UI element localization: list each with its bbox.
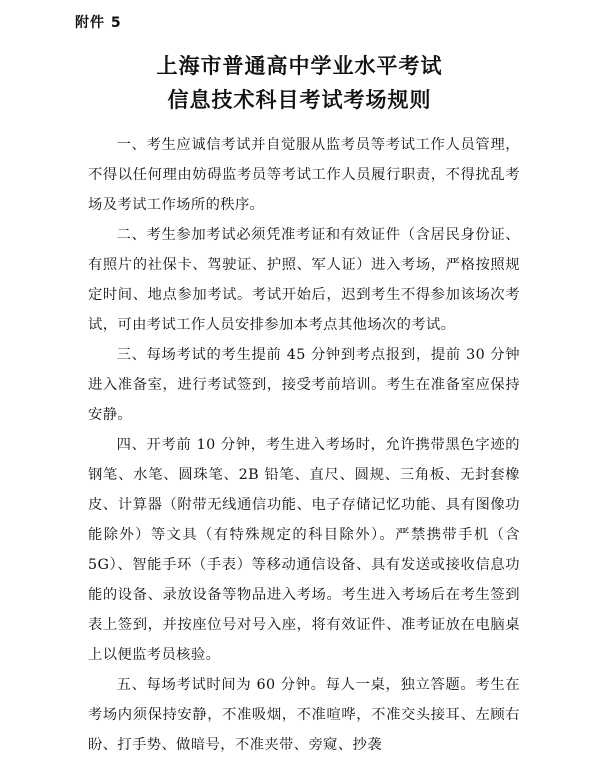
document-title-line-2: 信息技术科目考试考场规则 [167,88,432,112]
rule-paragraph-1: 一、考生应诚信考试并自觉服从监考员等考试工作人员管理，不得以任何理由妨碍监考员等考试工作人员履行职责，不得扰乱考场及考试工作场所的秩序。 [88,137,520,213]
document-title-line-1: 上海市普通高中学业水平考试 [156,54,443,78]
rule-paragraph-3: 三、每场考试的考生提前 45 分钟到考点报到，提前 30 分钟进入准备室，进行考试签到，接受考前培训。考生在准备室应保持安静。 [88,347,520,423]
rule-paragraph-2: 二、考生参加考试必须凭准考证和有效证件（含居民身份证、有照片的社保卡、驾驶证、护照、军人证）进入考场，严格按照规定时间、地点参加考试。考试开始后，迟到考生不得参加该场次考试，可由考试工作人员安排参加本考点其他场次的考试。 [88,227,520,333]
attachment-label: 附件 5 [75,15,122,31]
rule-paragraph-5: 五、每场考试时间为 60 分钟。每人一桌，独立答题。考生在考场内须保持安静，不准吸烟，不准喧哗，不准交头接耳、左顾右盼、打手势、做暗号，不准夹带、旁窥、抄袭 [88,677,520,753]
rules-body [88,130,520,760]
rule-paragraph-4: 四、开考前 10 分钟，考生进入考场时，允许携带黑色字迹的钢笔、水笔、圆珠笔、2B 铅笔、直尺、圆规、三角板、无封套橡皮、计算器（附带无线通信功能、电子存储记忆功能、具有图像功能除外）等文具（有特殊规定的科目除外）。严禁携带手机（含 5G）、智能手环（手表）等移动通信设备、具有发送或接收信息功能的设备、录放设备等物品进入考场。考生进入考场后在考生签到表上签到，并按座位号对号入座，将有效证件、准考证放在电脑桌上以便监考员核验。 [88,437,520,663]
